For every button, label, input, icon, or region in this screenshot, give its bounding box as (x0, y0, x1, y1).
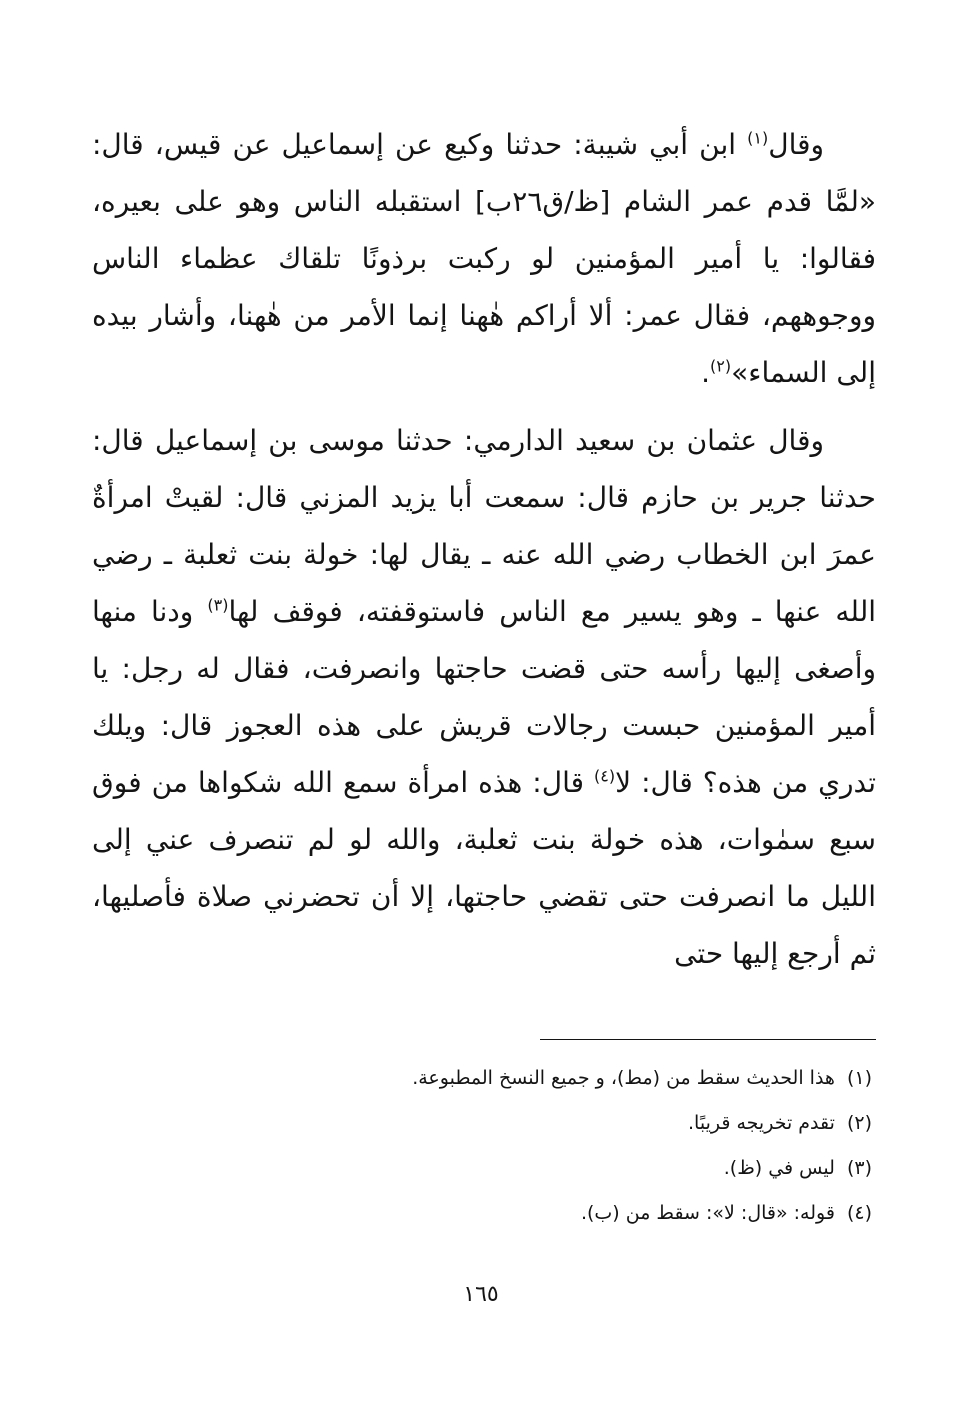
text-run: ودنا منها وأصغى إليها رأسه حتى قضت حاجتها وانصرفت، فقال له رجل: يا أمير المؤمنين حبست رجالات قريش على هذه العجوز قال: ويلك تدري من هذه؟ قال: لا (92, 595, 877, 799)
text-run: ابن أبي شيبة: حدثنا وكيع عن إسماعيل عن قيس، قال: «لمَّا قدم عمر الشام [ظ/ق٢٦ب] استقبله الناس وهو على بعيره، فقالوا: يا أمير المؤمنين لو ركبت برذونًا تلقاك عظماء الناس ووجوههم، فقال عمر: ألا أراكم هٰهنا إنما الأمر من هٰهنا، وأشار بيده إلى السماء» (92, 128, 877, 389)
footnote-text: تقدم تخريجه قريبًا. (688, 1112, 835, 1134)
footnote-number: (١) (846, 1067, 872, 1089)
footnote-ref-2: (٢) (710, 356, 732, 376)
text-run: وقال عثمان بن سعيد الدارمي: حدثنا موسى بن إسماعيل قال: حدثنا جرير بن حازم قال: سمعت أبا يزيد المزني قال: لقيتْ امرأةٌ عمرَ ابن الخطاب رضي الله عنه ـ يقال لها: خولة بنت ثعلبة ـ رضي الله عنها ـ وهو يسير مع الناس فاستوقفته، فوقف لها (92, 424, 877, 628)
footnote-number: (٢) (846, 1112, 872, 1134)
footnote-text: ليس في (ظ). (723, 1157, 835, 1179)
footnote-text: هذا الحديث سقط من (مط)، و جميع النسخ المطبوعة. (412, 1067, 835, 1089)
paragraph-2 (92, 412, 876, 982)
footnote-number: (٣) (846, 1157, 872, 1179)
text-run: قال: هذه امرأة سمع الله شكواها من فوق سبع سمٰوات، هذه خولة بنت ثعلبة، والله لو لم تنصرف عني إلى الليل ما انصرفت حتى تقضي حاجتها، إلا أن تحضرني صلاة فأصليها، ثم أرجع إليها حتى (92, 766, 876, 970)
footnotes-list (200, 1056, 872, 1236)
footnote-4 (200, 1191, 872, 1236)
paragraph-1 (92, 116, 876, 401)
footnote-divider (540, 1039, 876, 1040)
text-run: وقال (768, 128, 824, 161)
footnote-2 (200, 1101, 872, 1146)
footnote-3 (200, 1146, 872, 1191)
footnote-ref-3: (٣) (207, 595, 229, 615)
page-number: ١٦٥ (463, 1282, 499, 1307)
footnote-ref-1: (١) (747, 128, 769, 148)
main-text (92, 116, 876, 982)
footnote-text: قوله: «قال: لا»: سقط من (ب). (580, 1202, 835, 1224)
text-run: . (701, 356, 711, 389)
footnote-ref-4: (٤) (594, 766, 616, 786)
footnote-1 (200, 1056, 872, 1101)
footnote-number: (٤) (846, 1202, 872, 1224)
